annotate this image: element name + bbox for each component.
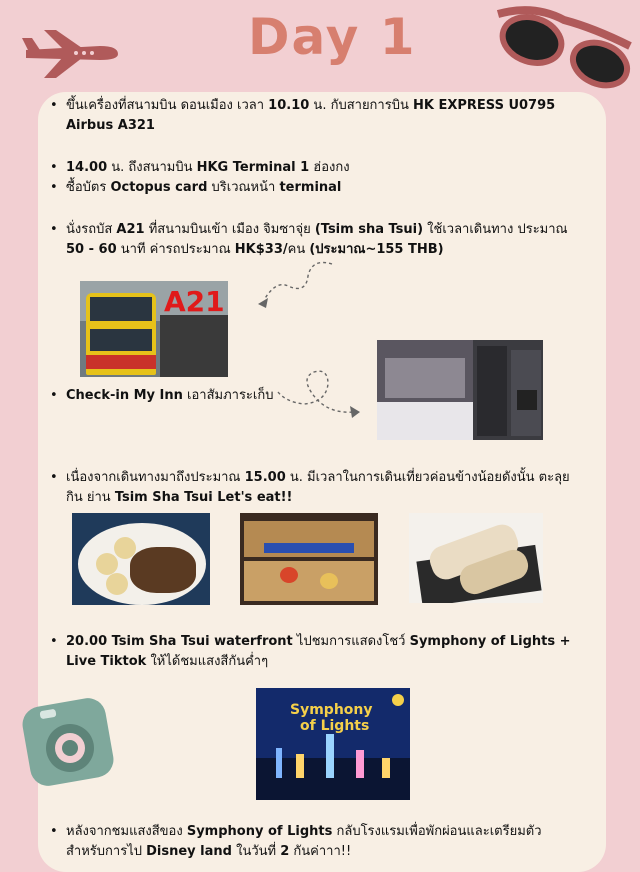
bullet-octopus bbox=[50, 178, 576, 198]
bus-fare: HK$33/ bbox=[234, 242, 288, 257]
return-text-4: กันค่าาา!! bbox=[289, 844, 352, 859]
return-disneyland: Disney land bbox=[146, 844, 232, 859]
symphony-live: Live Tiktok bbox=[66, 654, 147, 669]
symphony-text: ไปชมการแสดงโชว์ bbox=[292, 634, 410, 649]
bullet-dot: • bbox=[50, 634, 58, 649]
page-title: Day 1 bbox=[248, 8, 417, 66]
bus-number: A21 bbox=[116, 222, 145, 237]
return-day: 2 bbox=[280, 844, 290, 859]
food-photo-noodles bbox=[72, 513, 210, 605]
return-show: Symphony of Lights bbox=[186, 824, 333, 839]
bullet-dot: • bbox=[50, 222, 58, 237]
bullet-dot: • bbox=[50, 98, 58, 113]
food-photo-pastries bbox=[240, 513, 378, 605]
flight-text: ขึ้นเครื่องที่สนามบิน ดอนเมือง เวลา bbox=[66, 98, 269, 113]
camera-icon bbox=[20, 688, 116, 788]
octopus-text-2: บริเวณหน้า bbox=[207, 180, 280, 195]
poster-title-2: of Lights bbox=[300, 718, 370, 734]
bus-destination: (Tsim sha Tsui) bbox=[314, 222, 424, 237]
octopus-text: ซื้อบัตร bbox=[66, 180, 111, 195]
arrival-city: ฮ่องกง bbox=[309, 160, 350, 175]
octopus-card: Octopus card bbox=[110, 180, 208, 195]
food-photo-rice-roll bbox=[409, 513, 543, 603]
bullet-dot: • bbox=[50, 160, 58, 175]
sunglasses-icon bbox=[494, 4, 634, 90]
bus-duration: 50 - 60 bbox=[66, 242, 117, 257]
eat-text-2: น. มีเวลาในการเดินเที่ยวค่อนข้างน้อยดังนั้น ตะลุยกิน ย่าน bbox=[66, 470, 570, 505]
symphony-show: Symphony of Lights + bbox=[409, 634, 571, 649]
bullet-eat bbox=[50, 468, 576, 508]
eat-time: 15.00 bbox=[244, 470, 286, 485]
flight-time: 10.10 bbox=[268, 98, 310, 113]
arrival-terminal: HKG Terminal 1 bbox=[196, 160, 310, 175]
bullet-dot: • bbox=[50, 388, 58, 403]
bus-text-5: คน bbox=[287, 242, 310, 257]
symphony-time-place: 20.00 Tsim Sha Tsui waterfront bbox=[66, 634, 293, 649]
bullet-dot: • bbox=[50, 824, 58, 839]
bullet-dot: • bbox=[50, 180, 58, 195]
flight-number: HK EXPRESS U0795 Airbus A321 bbox=[66, 98, 556, 133]
eat-text: เนื่องจากเดินทางมาถึงประมาณ bbox=[66, 470, 245, 485]
poster-logo bbox=[392, 694, 404, 706]
dotted-arrow-icon bbox=[252, 258, 336, 310]
bus-text-3: ใช้เวลาเดินทาง ประมาณ bbox=[423, 222, 568, 237]
eat-location: Tsim Sha Tsui Let's eat!! bbox=[114, 490, 293, 505]
flight-text-2: น. กับสายการบิน bbox=[309, 98, 413, 113]
bus-text-4: นาที ค่ารถประมาณ bbox=[116, 242, 235, 257]
poster-title-1: Symphony bbox=[290, 702, 373, 718]
bus-photo bbox=[80, 281, 228, 377]
dotted-arrow-icon bbox=[276, 362, 364, 424]
bus-text-2: ที่สนามบินเข้า เมือง จิมซาจุ่ย bbox=[144, 222, 315, 237]
bus-sign: A21 bbox=[164, 285, 225, 318]
airplane-icon bbox=[22, 28, 122, 80]
symphony-poster bbox=[256, 688, 410, 800]
return-text: หลังจากชมแสงสีของ bbox=[66, 824, 187, 839]
checkin-text: เอาสัมภาระเก็บ bbox=[182, 388, 274, 403]
bullet-return bbox=[50, 822, 576, 862]
symphony-text-2: ให้ได้ชมแสงสีกันค่ำๆ bbox=[146, 654, 269, 669]
arrival-time: 14.00 bbox=[66, 160, 108, 175]
checkin-hotel: Check-in My Inn bbox=[66, 388, 183, 403]
return-text-2: กลับโรงแรมเพื่อพักผ่อนและเตรียมตัวสำหรับการไป bbox=[66, 824, 542, 859]
bus-fare-thb: (ประมาณ~155 THB) bbox=[309, 242, 444, 257]
return-text-3: ในวันที่ bbox=[231, 844, 281, 859]
bullet-flight bbox=[50, 96, 576, 136]
bullet-dot: • bbox=[50, 470, 58, 485]
octopus-terminal: terminal bbox=[279, 180, 342, 195]
bus-text: นั่งรถบัส bbox=[66, 222, 117, 237]
bullet-bus bbox=[50, 220, 576, 260]
bullet-symphony bbox=[50, 632, 576, 672]
arrival-text: น. ถึงสนามบิน bbox=[107, 160, 197, 175]
bullet-arrival bbox=[50, 158, 576, 178]
